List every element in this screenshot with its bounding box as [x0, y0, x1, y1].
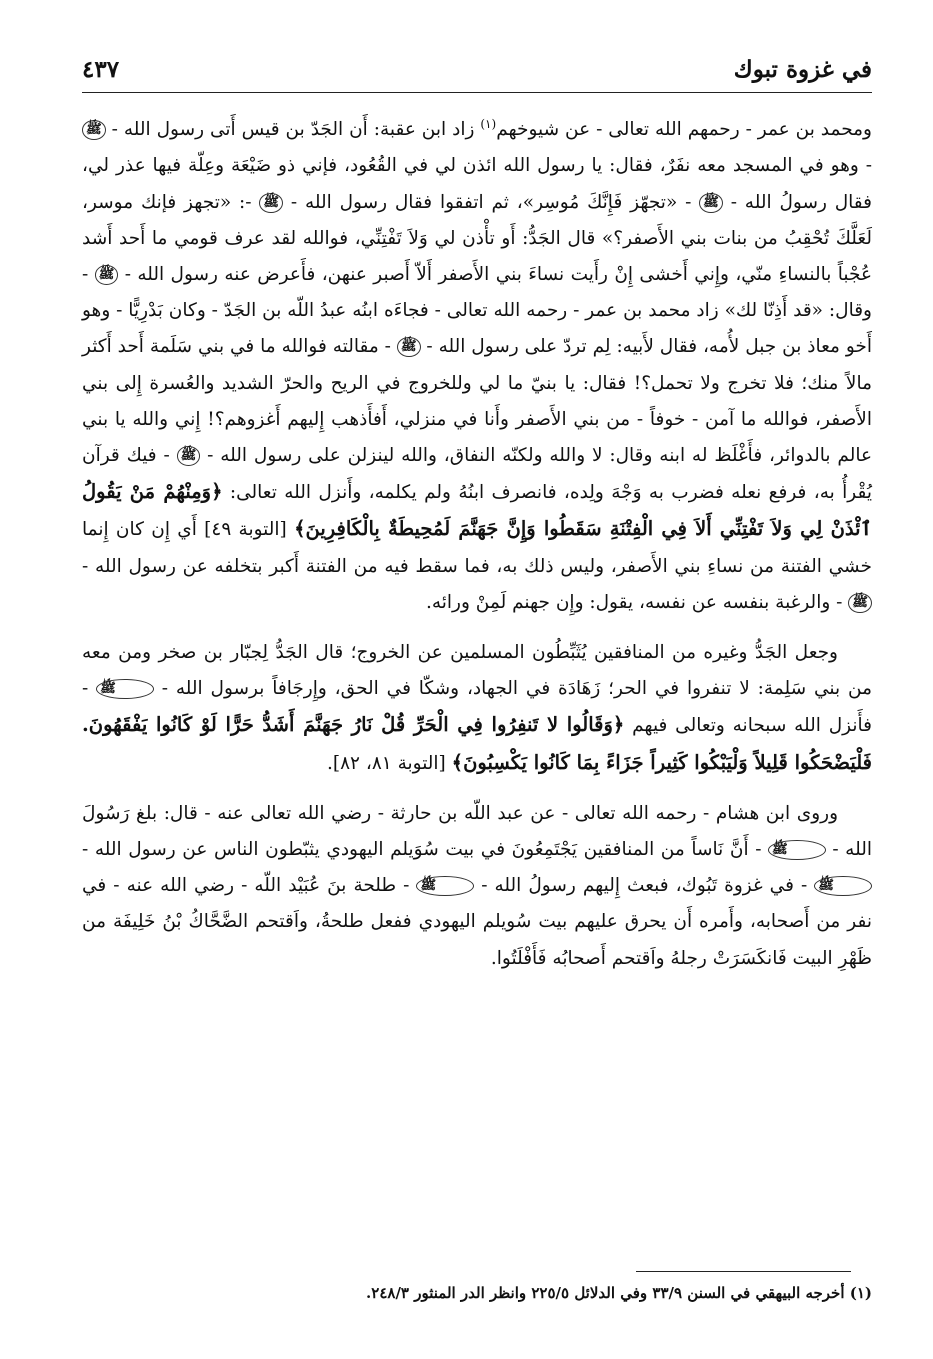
running-title: في غزوة تبوك — [733, 56, 872, 83]
text-run: - وقال: «قد أَذِنّا لك» زاد محمد بن عمر - رحمه الله تعالى - فجاءَه ابنُه عبدُ اللّه بن الجَدّ - وكان بَدْرِيًّا - وهو أَخو معاذ بن جبل لأُمه، فقال لأَبيه: لِم تردّ على رسول الله - — [82, 263, 872, 358]
text-run: وروى ابن هشام - رحمه الله تعالى - عن عبد اللّه بن حارثة - رضي الله تعالى عنه - قال: بلغ رَسُولَ الله - — [82, 802, 872, 861]
text-run: - في غزوة تَبُوك، فبعث إِليهم رسولُ الله - — [474, 875, 815, 897]
page-header — [82, 52, 872, 92]
header-rule — [82, 92, 872, 93]
quran-verse: ﴿وَمِنْهُمْ مَنْ يَقُولُ ٱئْذَنْ لِي وَلاَ تَفْتِنِّي أَلاَ فِي الْفِتْنَةِ سَقَطُوا وَإِنَّ جَهَنَّمَ لَمُحِيطَةٌ بِالْكَافِرِينَ﴾ — [82, 480, 872, 541]
footnote-rule — [636, 1271, 851, 1272]
text-run: - مقالته فوالله ما في بني سَلَمة أَحد أَكثر مالاً منك؛ فلا تخرج ولا تحمل؟! فقال: يا بنيّ ما لي وللخروج في الريح والحرّ الشديد والعُسرة إِلى بني الأَصفر، فوالله ما آمن - خوفاً - من بني الأَصفر وأَنا في منزلي، أَفأَذهب إِليهم أَغزوهم؟! إِني والله يا بني عالم بالدوائر، فأَغْلَظ له ابنه وقال: لا والله ولكنّه النفاق، والله لينزلن على رسول الله - — [82, 336, 873, 466]
paragraph — [82, 635, 872, 782]
salutation-glyph: ﷺ — [177, 446, 201, 466]
text-run: - فأَنزل الله سبحانه وتعالى فيهم — [82, 678, 872, 737]
salutation-glyph: ﷺ — [95, 265, 119, 285]
paragraph — [82, 106, 872, 621]
salutation-glyph: ﷺ — [397, 337, 421, 357]
text-run: - أَنَّ نَاساً من المنافقين يَجْتَمِعُونَ في بيت سُوَيلم اليهودي يثبّطون الناس عن رسول الله - — [82, 839, 769, 861]
text-run: ومحمد بن عمر - رحمهم الله تعالى - عن شيوخهم — [496, 119, 872, 141]
main-text — [82, 106, 872, 977]
salutation-glyph: ﷺ — [768, 840, 826, 860]
text-run: زاد ابن عقبة: أَن الجَدّ بن قيس أَتى رسول الله - — [105, 119, 481, 141]
salutation-glyph: ﷺ — [82, 120, 106, 140]
salutation-glyph: ﷺ — [848, 593, 872, 613]
paragraph — [82, 796, 872, 977]
footnote-marker: (١) — [480, 117, 497, 131]
salutation-glyph: ﷺ — [416, 876, 474, 896]
text-run: [التوبة ٤٩] أَي إِن كان إِنما خشي الفتنة من نساءِ بني الأَصفر، وليس ذلك به، فما سقط فيه من الفتنة أَكبر بتخلفه عن رسول الله - — [82, 519, 872, 577]
text-run: - «تجهّز فَإِنَّكَ مُوسِر»، ثم اتفقوا فقال رسول الله - — [283, 191, 700, 213]
footnote: (١) أخرجه البيهقي في السنن ٣٣/٩ وفي الدلائل ٢٢٥/٥ وانظر الدر المنثور ٢٤٨/٣. — [366, 1284, 872, 1302]
text-run: - فيك قرآن يُقْرأُ به، فرفع نعله فضرب به وَجْهَ ولِده، فانصرف ابنُهُ ولم يكلمه، وأَنزل الله تعالى: — [82, 444, 873, 504]
page-number: ٤٣٧ — [82, 56, 120, 83]
text-run: -: «تجهز فإنك موسر، لَعَلَّكَ تُحْقِبُ من بنات بني الأَصفر؟» قال الجَدُّ: أَو تأْذن لي وَلاَ تَفْتِنِّي، فوالله لقد عرف قومي ما أَحد أَشد عُجْباً بالنساءِ منّي، وإِني أَخشى إِنْ رأَيت نساءَ بني الأَصفر أَلاّ أَصبر عنهن، فأَعرض عنه رسول الله - — [82, 191, 872, 285]
salutation-glyph: ﷺ — [96, 679, 154, 699]
paragraph-gap — [82, 621, 872, 635]
salutation-glyph: ﷺ — [814, 876, 872, 896]
text-run: - والرغبة بنفسه عن نفسه، يقول: وإِن جهنم لَمِنْ ورائه. — [425, 591, 849, 613]
text-run: - طلحة بنَ عُبَيْد اللّه - رضي الله عنه - في نفر من أَصحابه، وأَمره أَن يحرق عليهم بيت سُويلم اليهودي ففعل طلحةُ، واَقتحم الضَّحَّاكُ بْنُ خَلِيفَة من ظَهْرِ البيت فَانكَسَرَتْ رجلهُ واَقتحم أَصحابُه فَأَفْلَتُوا. — [82, 875, 872, 969]
paragraph-gap — [82, 782, 872, 796]
text-run: [التوبة ٨١، ٨٢]. — [326, 752, 452, 774]
quran-verse: ﴿وَقَالُوا لا تَنفِرُوا فِي الْحَرِّ قُلْ نَارُ جَهَنَّمَ أَشَدُّ حَرًّا لَوْ كَانُوا يَفْقَهُونَ. فَلْيَضْحَكُوا قَلِيلاً وَلْيَبْكُوا كَثِيراً جَزَاءً بِمَا كَانُوا يَكْسِبُونَ﴾ — [82, 713, 872, 774]
text-run: - وهو في المسجد معه نفَرٌ، فقال: يا رسول الله ائذن لي في القُعُود، فإني ذو ضَيْعَة وعِلّة فيها عذر لي، فقال رسولُ الله - — [82, 155, 872, 213]
salutation-glyph: ﷺ — [699, 193, 723, 213]
salutation-glyph: ﷺ — [259, 193, 283, 213]
text-run: وجعل الجَدُّ وغيره من المنافقين يُثَبِّطُون المسلمين عن الخروج؛ قال الجَدُّ لِجبّار بن صخر ومن معه من بني سَلِمة: لا تنفروا في الحر؛ زَهَادَة في الجهاد، وشكّا في الحق، وإِرجَافاً برسول الله - — [82, 642, 872, 700]
